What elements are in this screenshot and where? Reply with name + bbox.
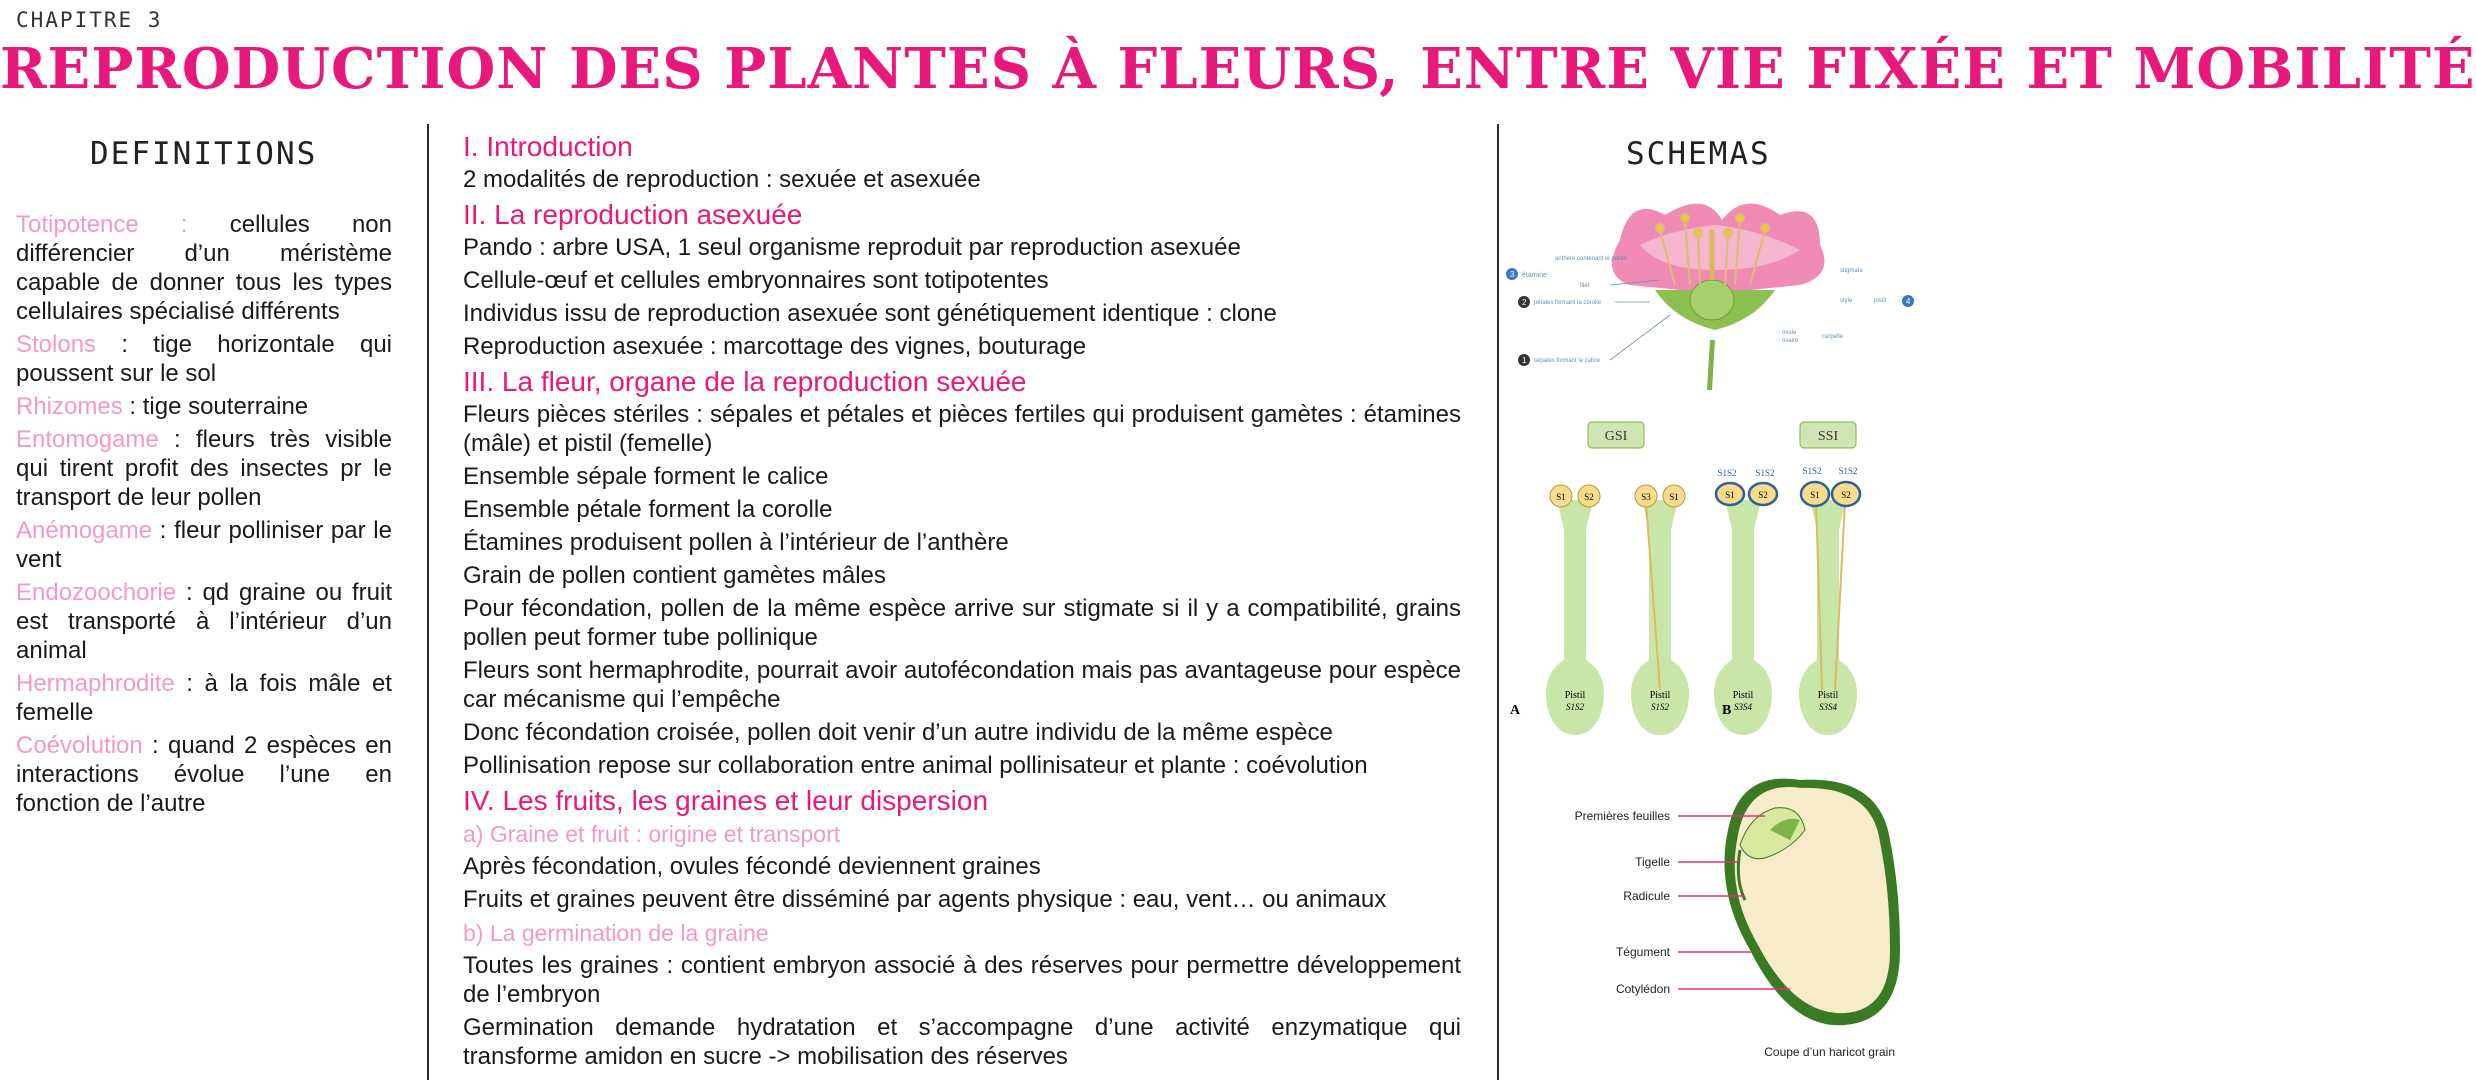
content-line: Grain de pollen contient gamètes mâles	[463, 562, 886, 589]
definition-term: Stolons	[16, 331, 97, 358]
definition-separator: :	[174, 670, 205, 697]
definition-term: Endozoochorie	[16, 579, 177, 606]
content-line: Après fécondation, ovules fécondé deviennent graines	[463, 853, 1041, 880]
pollen-grain-label: S2	[1841, 490, 1851, 500]
definition-term: Entomogame	[16, 426, 159, 453]
flower-num-3-text: 3	[1510, 270, 1515, 279]
flower-label-ovaire: ovaire	[1782, 338, 1799, 344]
pistil-gsi-1	[1546, 485, 1604, 735]
course-content	[463, 130, 1461, 1075]
definition-text: à la fois mâle et femelle	[16, 670, 392, 726]
definitions-list	[16, 210, 392, 822]
parent-genotype: S1S2	[1755, 468, 1775, 478]
seed-label-radicule: Radicule	[1623, 889, 1670, 903]
parent-genotype: S1S2	[1717, 468, 1737, 478]
parent-genotype: S1S2	[1838, 466, 1858, 476]
definition-separator: :	[122, 393, 143, 420]
flower-label-ovule: ovule	[1782, 330, 1797, 336]
schemas-diagrams	[1500, 190, 1920, 1080]
flower-num-4-text: 4	[1906, 297, 1911, 306]
definition-separator: :	[152, 517, 175, 544]
pollen-grain-label: S3	[1641, 492, 1651, 502]
pollen-grain-label: S1	[1810, 490, 1820, 500]
flower-label-carpelle: carpelle	[1822, 334, 1844, 340]
flower-diagram	[1506, 204, 1914, 390]
compatibility-diagram	[1510, 422, 1860, 735]
column-divider-right	[1497, 124, 1499, 1080]
definition-item	[16, 516, 392, 574]
definition-item	[16, 669, 392, 727]
content-line: Donc fécondation croisée, pollen doit venir d’un autre individu de la même espèce	[463, 719, 1333, 746]
content-line: Reproduction asexuée : marcottage des vignes, bouturage	[463, 333, 1087, 360]
content-line: Ensemble sépale forment le calice	[463, 463, 829, 490]
pistil-genotype: S3S4	[1734, 702, 1752, 712]
pollen-grain-label: S1	[1556, 492, 1566, 502]
definition-item	[16, 210, 392, 326]
page-title: REPRODUCTION DES PLANTES À FLEURS, ENTRE VIE FIXÉE ET MOBILITÉ	[0, 36, 2476, 102]
definition-item	[16, 425, 392, 512]
pistil-ssi-2	[1799, 466, 1860, 735]
pollen-grain-label: S1	[1669, 492, 1679, 502]
pistil-word: Pistil	[1817, 690, 1839, 701]
seed-label-cotyledon: Cotylédon	[1615, 982, 1670, 996]
pistil-genotype: S1S2	[1651, 702, 1669, 712]
content-line: Fleurs pièces stériles : sépales et pétales et pièces fertiles qui produisent gamètes : étamines (mâle) et pistil (femelle)	[463, 401, 1461, 457]
definition-separator: :	[138, 211, 230, 238]
pistil-gsi-2	[1631, 485, 1689, 735]
flower-label-pistil: pistil	[1874, 298, 1887, 304]
definition-separator: :	[176, 579, 203, 606]
definition-separator: :	[142, 732, 168, 759]
content-line: Germination demande hydratation et s’accompagne d’une activité enzymatique qui transforme amidon en sucre -> mobilisation des réserves	[463, 1014, 1461, 1070]
flower-label-style: style	[1840, 298, 1853, 304]
definition-item	[16, 731, 392, 818]
definition-term: Hermaphrodite	[16, 670, 175, 697]
definition-text: quand 2 espèces en interactions évolue l’une en fonction de l’autre	[16, 732, 392, 817]
definition-text: fleurs très visible qui tirent profit des insectes pr le transport de leur pollen	[16, 426, 392, 511]
content-line: Fleurs sont hermaphrodite, pourrait avoir autofécondation mais pas avantageuse pour espèce car mécanisme qui l’empêche	[463, 657, 1461, 713]
content-line: Individus issu de reproduction asexuée sont génétiquement identique : clone	[463, 300, 1277, 327]
content-line: Toutes les graines : contient embryon associé à des réserves pour permettre développement de l’embryon	[463, 952, 1461, 1008]
pollen-grain-label: S1	[1725, 490, 1735, 500]
pistil-genotype: S1S2	[1566, 702, 1584, 712]
parent-genotype: S1S2	[1802, 466, 1822, 476]
flower-pointer	[1610, 315, 1670, 360]
flower-stem	[1707, 340, 1715, 390]
section-heading-asexual: II. La reproduction asexuée	[463, 199, 803, 230]
seed-label-tegument: Tégument	[1615, 945, 1670, 959]
section-heading-fruits: IV. Les fruits, les graines et leur dispersion	[463, 785, 989, 816]
flower-label-filet: filet	[1580, 283, 1590, 289]
content-line: 2 modalités de reproduction : sexuée et asexuée	[463, 166, 981, 193]
definition-text: tige souterraine	[142, 393, 309, 420]
definitions-heading: DEFINITIONS	[90, 136, 318, 172]
subsection-heading-seed-origin: a) Graine et fruit : origine et transport	[463, 821, 841, 847]
seed-caption: Coupe d’un haricot grain	[1764, 1045, 1895, 1059]
panel-a-label: A	[1510, 703, 1521, 718]
gsi-label: GSI	[1604, 429, 1628, 444]
definition-text: tige horizontale qui poussent sur le sol	[16, 331, 392, 387]
content-line: Cellule-œuf et cellules embryonnaires sont totipotentes	[463, 267, 1049, 294]
definition-text: fleur polliniser par le vent	[16, 517, 392, 573]
content-line: Pando : arbre USA, 1 seul organisme reproduit par reproduction asexuée	[463, 234, 1241, 261]
pistil-ssi-1	[1714, 468, 1777, 735]
schemas-heading: SCHEMAS	[1626, 136, 1771, 172]
flower-label-sepales: sépales formant le calice	[1534, 358, 1601, 364]
subsection-heading-germination: b) La germination de la graine	[463, 920, 769, 946]
flower-num-2-text: 2	[1522, 298, 1527, 307]
ssi-label: SSI	[1817, 429, 1839, 444]
content-line: Pour fécondation, pollen de la même espèce arrive sur stigmate si il y a compatibilité, grains pollen peut former tube pollinique	[463, 595, 1461, 651]
definition-item	[16, 578, 392, 665]
content-line: Fruits et graines peuvent être disséminé par agents physique : eau, vent… ou animaux	[463, 886, 1387, 913]
definition-separator: :	[158, 426, 197, 453]
chapter-label: CHAPITRE 3	[16, 8, 163, 32]
content-line: Ensemble pétale forment la corolle	[463, 496, 833, 523]
pistil-word: Pistil	[1649, 690, 1671, 701]
definition-separator: :	[96, 331, 154, 358]
seed-diagram	[1575, 779, 1900, 1059]
definition-item	[16, 330, 392, 388]
flower-label-petales: pétales formant la corolle	[1534, 300, 1602, 306]
content-line: Pollinisation repose sur collaboration entre animal pollinisateur et plante : coévolution	[463, 752, 1368, 779]
flower-label-etamine: étamine	[1522, 272, 1547, 279]
flower-ovary	[1690, 280, 1734, 320]
pollen-grain-label: S2	[1584, 492, 1594, 502]
definition-term: Anémogame	[16, 517, 153, 544]
definition-text: cellules non différencier d’un méristème capable de donner tous les types cellulaires spécialisé différents	[16, 211, 392, 325]
flower-label-anthere: anthère contenant le pollen	[1555, 256, 1628, 262]
pollen-grain-label: S2	[1758, 490, 1768, 500]
panel-b-label: B	[1722, 703, 1732, 718]
definition-term: Totipotence	[16, 211, 139, 238]
definition-term: Rhizomes	[16, 393, 123, 420]
seed-label-first-leaves: Premières feuilles	[1574, 809, 1670, 823]
flower-label-stigmate: stigmate	[1840, 268, 1863, 274]
section-heading-introduction: I. Introduction	[463, 131, 633, 162]
flower-num-1-text: 1	[1522, 356, 1527, 365]
seed-label-tigelle: Tigelle	[1635, 855, 1670, 869]
pistil-word: Pistil	[1564, 690, 1586, 701]
definition-term: Coévolution	[16, 732, 143, 759]
pistil-word: Pistil	[1732, 690, 1754, 701]
content-line: Étamines produisent pollen à l’intérieur de l’anthère	[463, 529, 1009, 556]
pistil-genotype: S3S4	[1819, 702, 1837, 712]
definition-text: qd graine ou fruit est transporté à l’intérieur d’un animal	[16, 579, 392, 664]
definition-item	[16, 392, 392, 421]
section-heading-flower: III. La fleur, organe de la reproduction sexuée	[463, 366, 1027, 397]
column-divider-left	[427, 124, 429, 1080]
